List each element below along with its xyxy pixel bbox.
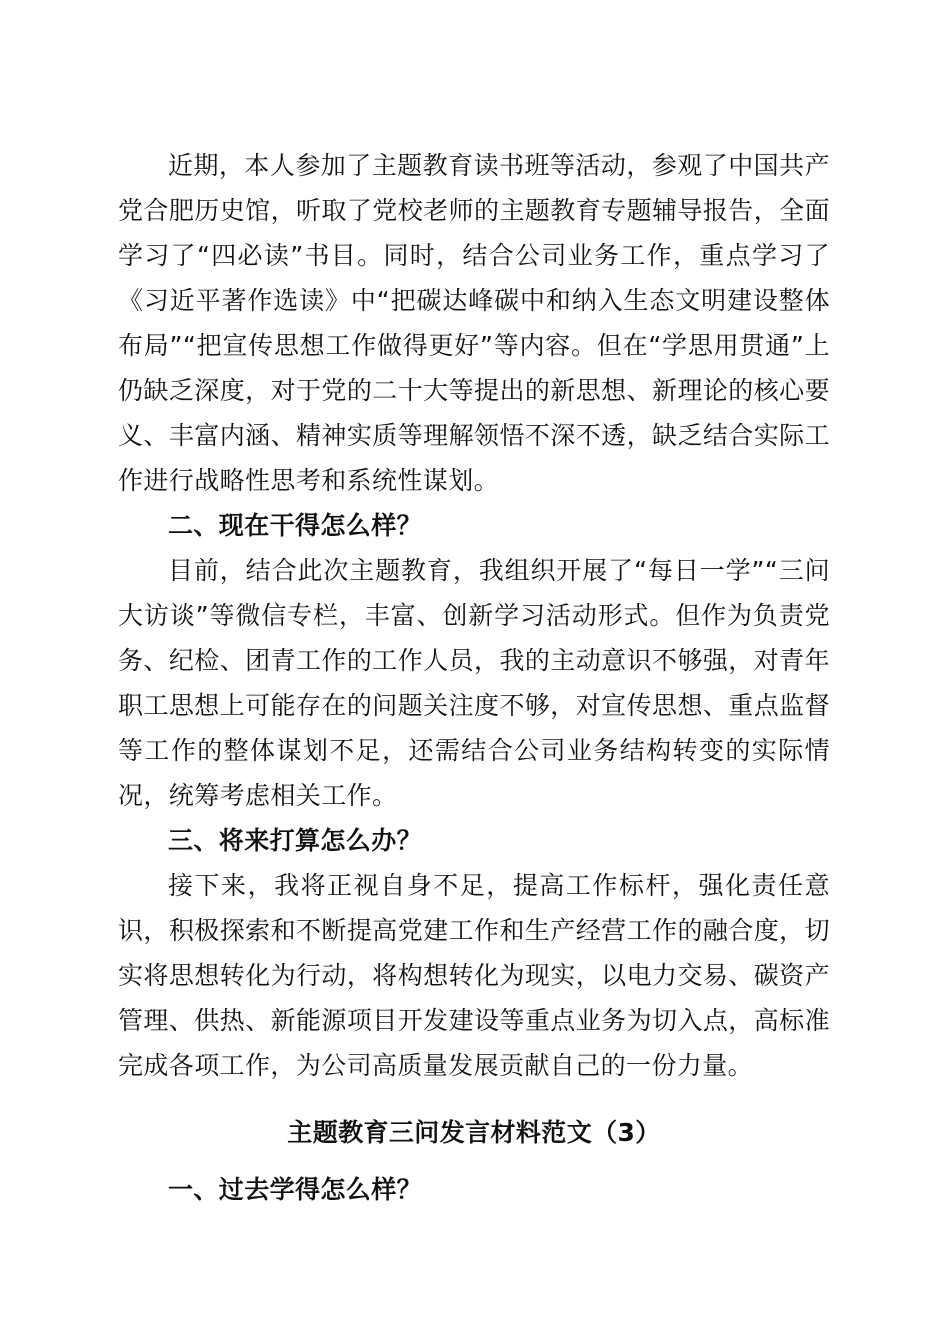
- paragraph-future-plans: 接下来，我将正视自身不足，提高工作标杆，强化责任意识，积极探索和不断提高党建工作和生产经营工作的融合度，切实将思想转化为行动，将构想转化为现实，以电力交易、碳资产管理、供热、新能源项目开发建设等重点业务为切入点，高标准完成各项工作，为公司高质量发展贡献自己的一份力量。: [118, 871, 830, 1080]
- paragraph-current-work: 目前，结合此次主题教育，我组织开展了“每日一学”“三问大访谈”等微信专栏，丰富、创新学习活动形式。但作为负责党务、纪检、团青工作的工作人员，我的主动意识不够强，对青年职工思想上可能存在的问题关注度不够，对宣传思想、重点监督等工作的整体谋划不足，还需结合公司业务结构转变的实际情况，统筹考虑相关工作。: [118, 556, 830, 810]
- document-body: [118, 143, 830, 1212]
- paragraph-learning-summary: 近期，本人参加了主题教育读书班等活动，参观了中国共产党合肥历史馆，听取了党校老师的主题教育专题辅导报告，全面学习了“四必读”书目。同时，结合公司业务工作，重点学习了《习近平著作选读》中“把碳达峰碳中和纳入生态文明建设整体布局”“把宣传思想工作做得更好”等内容。但在“学思用贯通”上仍缺乏深度，对于党的二十大等提出的新思想、新理论的核心要义、丰富内涵、精神实质等理解领悟不深不透，缺乏结合实际工作进行战略性思考和系统性谋划。: [118, 151, 830, 495]
- heading-past-learning: 一、过去学得怎么样？: [168, 1175, 423, 1204]
- document-section-title: 主题教育三问发言材料范文（3）: [287, 1118, 661, 1147]
- heading-current-work: 二、现在干得怎么样？: [168, 511, 423, 540]
- heading-future-plans: 三、将来打算怎么办？: [168, 826, 423, 855]
